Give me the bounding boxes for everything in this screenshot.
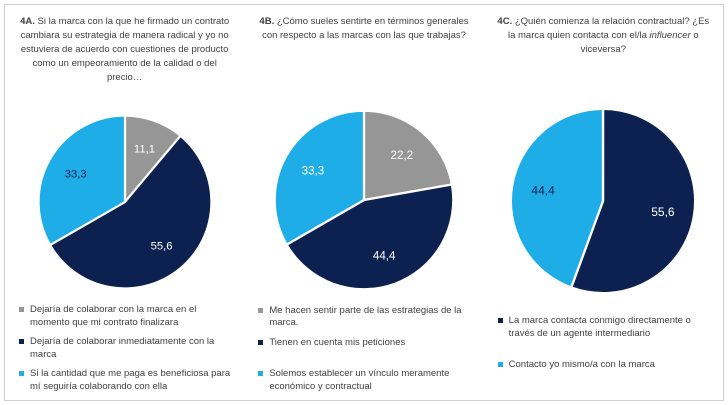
pie-chart-4a bbox=[35, 112, 215, 292]
chart-4c-section bbox=[484, 5, 723, 400]
pie-slice-value: 44,4 bbox=[372, 248, 396, 262]
legend-label: Dejaría de colaborar con la marca en el momento que mi contrato finalizara bbox=[30, 304, 197, 328]
question-text: ¿Quién comienza la relación contractual? ¿Es la marca quien contacta con el/la bbox=[507, 16, 710, 41]
chart-4b-section bbox=[244, 5, 483, 400]
legend-marker-gray bbox=[19, 307, 24, 312]
pie-chart-4b-wrap bbox=[271, 107, 457, 293]
chart-4a-section bbox=[5, 5, 244, 400]
chart-4b-legend bbox=[252, 305, 475, 401]
legend-item bbox=[19, 304, 236, 329]
pie-chart-4b bbox=[271, 107, 457, 293]
legend-label: Dejaría de colaborar inmediatamente con la marca bbox=[30, 336, 215, 360]
legend-marker-navy bbox=[258, 340, 263, 345]
legend-label: Contacto yo mismo/a con la marca bbox=[508, 359, 655, 370]
question-text-post: o viceversa? bbox=[580, 30, 699, 55]
legend-marker-blue bbox=[19, 371, 24, 376]
pie-slice-value: 55,6 bbox=[150, 240, 173, 253]
question-text: Si la marca con la que he firmado un contrato cambiara su estrategia de manera radical y yo no estuviera de acuerdo con cuestiones de producto como un empeoramiento de la calidad o del precio… bbox=[20, 16, 230, 83]
legend-label: Solemos establecer un vínculo meramente económico y contractual bbox=[269, 368, 450, 392]
question-number: 4A. bbox=[20, 16, 35, 27]
chart-4c-title bbox=[496, 15, 710, 103]
question-number: 4C. bbox=[497, 16, 513, 27]
legend-label: La marca contacta conmigo directamente o través de un agente intermediario bbox=[508, 315, 691, 339]
pie-slice-value: 22,2 bbox=[390, 148, 414, 162]
pie-chart-4a-wrap bbox=[35, 112, 215, 292]
question-text-italic: influencer bbox=[649, 30, 691, 41]
legend-marker-navy bbox=[498, 318, 503, 323]
legend-item bbox=[498, 315, 715, 340]
question-text: ¿Cómo sueles sentirte en términos generales con respecto a las marcas con las que trabajas? bbox=[262, 16, 469, 41]
legend-item bbox=[258, 368, 475, 393]
pie-chart-4c-wrap bbox=[507, 105, 699, 297]
legend-item bbox=[19, 336, 236, 361]
legend-marker-blue bbox=[258, 371, 263, 376]
pie-slice-value: 33,3 bbox=[64, 168, 87, 181]
legend-item bbox=[19, 368, 236, 393]
legend-label: Si la cantidad que me paga es beneficiosa para mí seguiría colaborando con ella bbox=[30, 368, 231, 392]
pie-slice-value: 55,6 bbox=[651, 204, 675, 219]
pie-slice-value: 44,4 bbox=[531, 183, 556, 198]
legend-marker-gray bbox=[258, 308, 263, 313]
pie-chart-4c bbox=[507, 105, 699, 297]
chart-4a-legend bbox=[13, 304, 236, 400]
legend-item bbox=[258, 337, 475, 350]
chart-4a-title bbox=[18, 15, 232, 102]
question-number: 4B. bbox=[259, 16, 275, 27]
legend-item bbox=[498, 359, 715, 372]
pie-slice-value: 11,1 bbox=[133, 143, 155, 156]
chart-4c-legend bbox=[492, 315, 715, 379]
legend-marker-navy bbox=[19, 339, 24, 344]
legend-marker-blue bbox=[498, 362, 503, 367]
chart-4b-title bbox=[257, 15, 471, 101]
pie-slice-value: 33,3 bbox=[301, 164, 325, 178]
legend-item bbox=[258, 305, 475, 330]
legend-label: Tienen en cuenta mis peticiones bbox=[269, 336, 406, 348]
survey-charts-panel bbox=[4, 4, 724, 401]
legend-label: Me hacen sentir parte de las estrategias de la marca. bbox=[269, 304, 462, 328]
